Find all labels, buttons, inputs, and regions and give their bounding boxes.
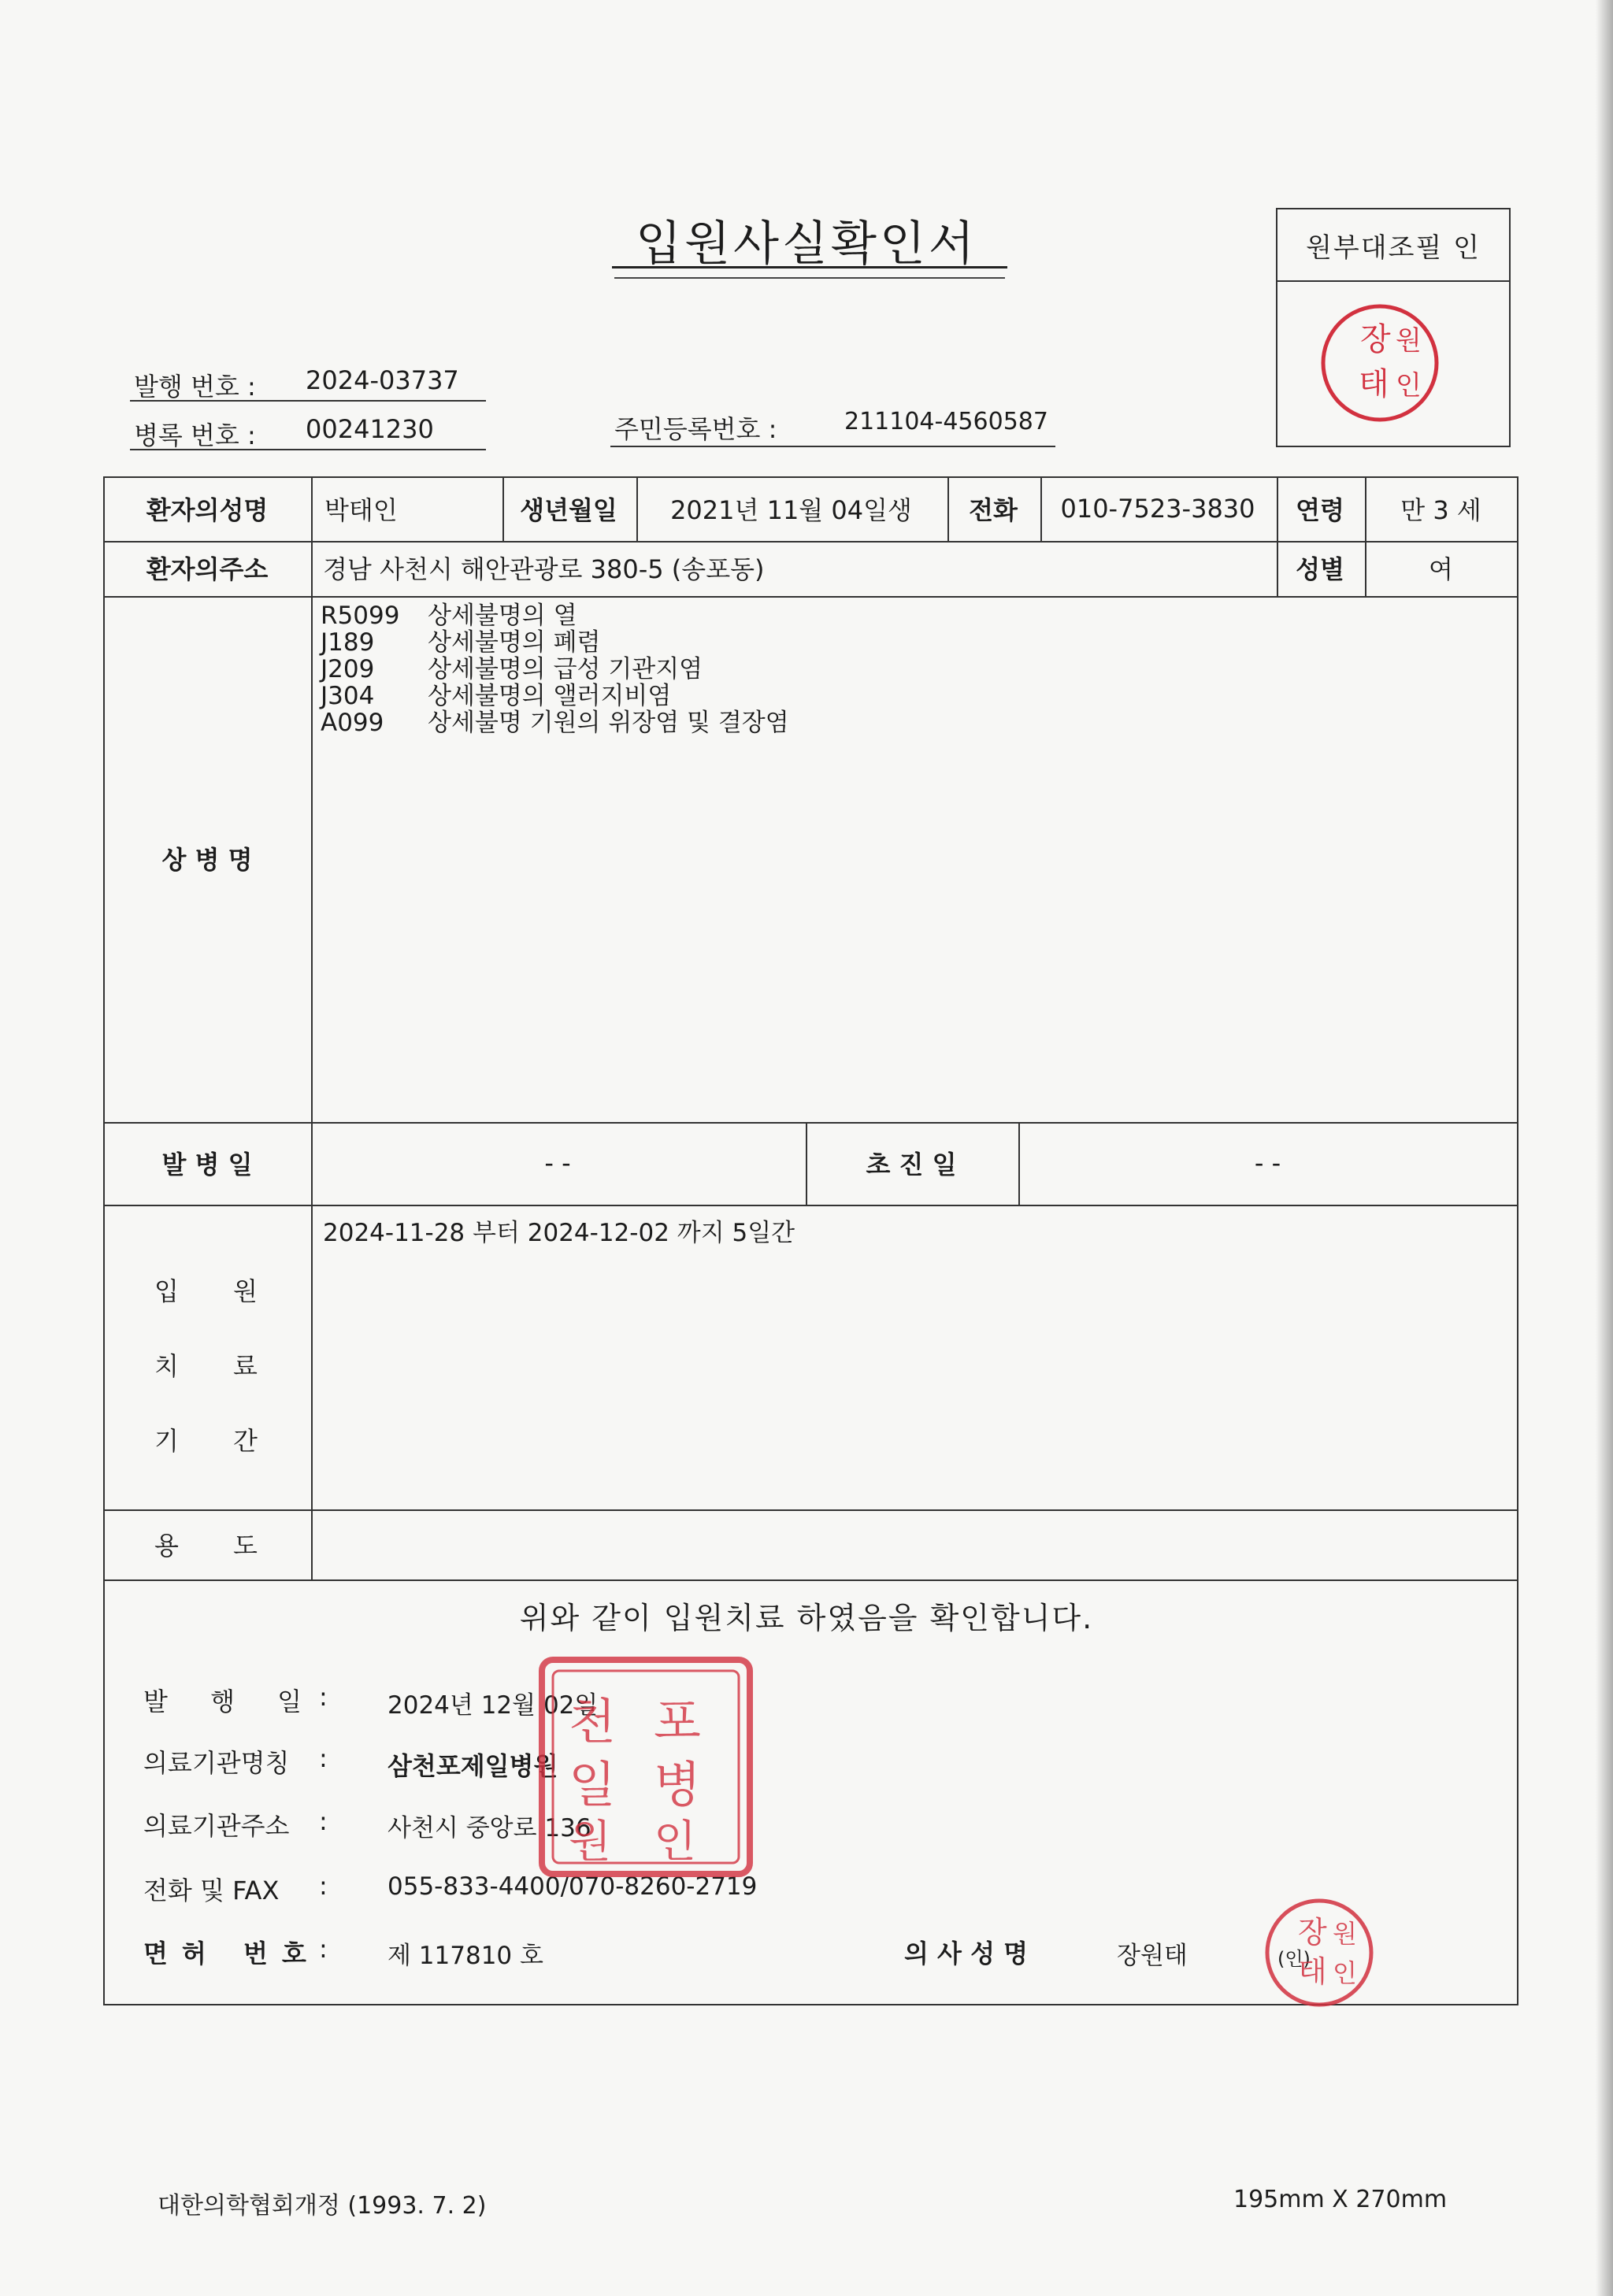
- tel-fax: 055-833-4400/070-8260-2719: [387, 1872, 758, 1901]
- row-divider: [105, 1205, 1518, 1206]
- check-seal-icon: [1313, 296, 1447, 430]
- diagnosis-item: [321, 629, 789, 656]
- diagnosis-code: A099: [321, 709, 384, 737]
- diagnosis-item: [321, 709, 789, 736]
- admission-label-char: 기: [154, 1426, 179, 1456]
- issue-no-underline: [130, 400, 486, 402]
- hospital-name: 삼천포제일병원: [387, 1751, 558, 1781]
- svg-text:태: 태: [1298, 1954, 1327, 1989]
- admission-label-char: 치: [154, 1351, 179, 1381]
- address-label: 환자의주소: [146, 554, 269, 584]
- title-underline: [612, 266, 1007, 268]
- issue-no-label: 발행 번호 :: [134, 372, 256, 402]
- certificate-table: [103, 476, 1518, 2005]
- issue-date: 2024년 12월 02일: [387, 1691, 599, 1720]
- col-divider: [311, 478, 313, 1579]
- svg-text:장: 장: [1298, 1915, 1327, 1950]
- address: 경남 사천시 해안관광로 380-5 (송포동): [323, 554, 765, 584]
- svg-text:태: 태: [1359, 366, 1389, 402]
- svg-text:인: 인: [1396, 370, 1422, 402]
- svg-text:천: 천: [569, 1693, 616, 1750]
- hospital-address-label: 의료기관주소: [143, 1811, 290, 1841]
- row-divider: [105, 1509, 1518, 1511]
- hospital-seal-icon: [536, 1653, 756, 1882]
- sex-label: 성별: [1296, 554, 1344, 584]
- rrn-underline: [610, 446, 1055, 447]
- diagnosis-item: [321, 602, 789, 629]
- admission-label-char: 료: [233, 1351, 258, 1381]
- first-visit-label: 초 진 일: [866, 1149, 957, 1179]
- diagnosis-code: J304: [321, 682, 375, 710]
- doctor-name: 장원태: [1117, 1942, 1188, 1970]
- row-divider: [105, 1579, 1518, 1581]
- purpose-label-char: 용: [154, 1531, 179, 1561]
- diagnosis-name: 상세불명 기원의 위장염 및 결장염: [428, 709, 789, 737]
- onset-value: - -: [544, 1147, 571, 1178]
- diagnosis-name: 상세불명의 앨러지비염: [428, 682, 672, 710]
- record-no: 00241230: [306, 414, 434, 444]
- svg-text:원: 원: [1396, 325, 1422, 357]
- original-check-label: 원부대조필 인: [1277, 209, 1509, 282]
- diagnosis-code: R5099: [321, 602, 400, 630]
- colon: :: [319, 1871, 328, 1901]
- rrn-label: 주민등록번호 :: [614, 414, 777, 444]
- issue-date-label: 발 행 일: [143, 1687, 320, 1716]
- phone: 010-7523-3830: [1060, 494, 1255, 524]
- diagnosis-item: [321, 683, 789, 709]
- doctor-label: 의 사 성 명: [904, 1939, 1029, 1968]
- diagnosis-list: [321, 602, 789, 736]
- svg-text:원: 원: [1333, 1919, 1357, 1949]
- patient-name-label: 환자의성명: [146, 495, 269, 525]
- diagnosis-name: 상세불명의 폐렴: [428, 628, 601, 657]
- admission-label-char: 입: [154, 1276, 179, 1306]
- admission-label-char: 원: [233, 1276, 258, 1306]
- svg-text:원: 원: [569, 1816, 612, 1868]
- colon: :: [319, 1743, 328, 1773]
- diagnosis-name: 상세불명의 급성 기관지염: [428, 655, 703, 683]
- svg-text:인: 인: [654, 1816, 697, 1868]
- svg-text:병: 병: [654, 1756, 701, 1813]
- first-visit-value: - -: [1254, 1147, 1281, 1178]
- svg-text:일: 일: [569, 1756, 616, 1813]
- purpose-label-char: 도: [233, 1531, 258, 1561]
- age: 만 3 세: [1400, 495, 1481, 525]
- diagnosis-code: J189: [321, 628, 375, 657]
- record-no-underline: [130, 449, 486, 450]
- seal-placeholder: (인): [1277, 1948, 1311, 1970]
- svg-text:포: 포: [654, 1693, 701, 1750]
- phone-label: 전화: [969, 495, 1018, 525]
- rrn: 211104-4560587: [844, 408, 1048, 435]
- colon: :: [319, 1682, 328, 1712]
- doctor-seal-icon: [1260, 1894, 1378, 2012]
- colon: :: [319, 1934, 328, 1964]
- sex: 여: [1429, 554, 1453, 584]
- confirm-text: 위와 같이 입원치료 하였음을 확인합니다.: [519, 1601, 1094, 1635]
- original-check-box: [1276, 208, 1511, 447]
- association-note: 대한의학협회개정 (1993. 7. 2): [158, 2192, 487, 2220]
- diagnosis-code: J209: [321, 655, 375, 683]
- row-divider: [105, 596, 1518, 598]
- svg-text:장: 장: [1360, 321, 1391, 357]
- admission-period: 2024-11-28 부터 2024-12-02 까지 5일간: [323, 1219, 795, 1247]
- diagnosis-item: [321, 656, 789, 683]
- paper-size: 195mm X 270mm: [1233, 2186, 1448, 2213]
- diagnosis-label: 상 병 명: [161, 845, 253, 875]
- record-no-label: 병록 번호 :: [134, 420, 256, 450]
- title-underline-2: [614, 277, 1005, 279]
- license-no: 제 117810 호: [387, 1942, 543, 1970]
- issue-no: 2024-03737: [306, 365, 459, 395]
- patient-name: 박태인: [324, 495, 398, 525]
- onset-label: 발 병 일: [161, 1149, 253, 1179]
- document-title: 입원사실확인서: [636, 217, 977, 272]
- license-label: 면허 번호: [143, 1939, 321, 1968]
- colon: :: [319, 1806, 328, 1836]
- hospital-address: 사천시 중앙로 136: [387, 1814, 591, 1842]
- dob: 2021년 11월 04일생: [670, 495, 912, 525]
- dob-label: 생년월일: [520, 495, 617, 525]
- hospital-label: 의료기관명칭: [143, 1748, 290, 1778]
- diagnosis-name: 상세불명의 열: [428, 602, 577, 630]
- svg-text:인: 인: [1333, 1958, 1357, 1988]
- age-label: 연령: [1296, 495, 1344, 525]
- scan-edge-shadow: [1596, 0, 1613, 2296]
- tel-fax-label: 전화 및 FAX: [143, 1876, 280, 1905]
- admission-label-char: 간: [233, 1426, 258, 1456]
